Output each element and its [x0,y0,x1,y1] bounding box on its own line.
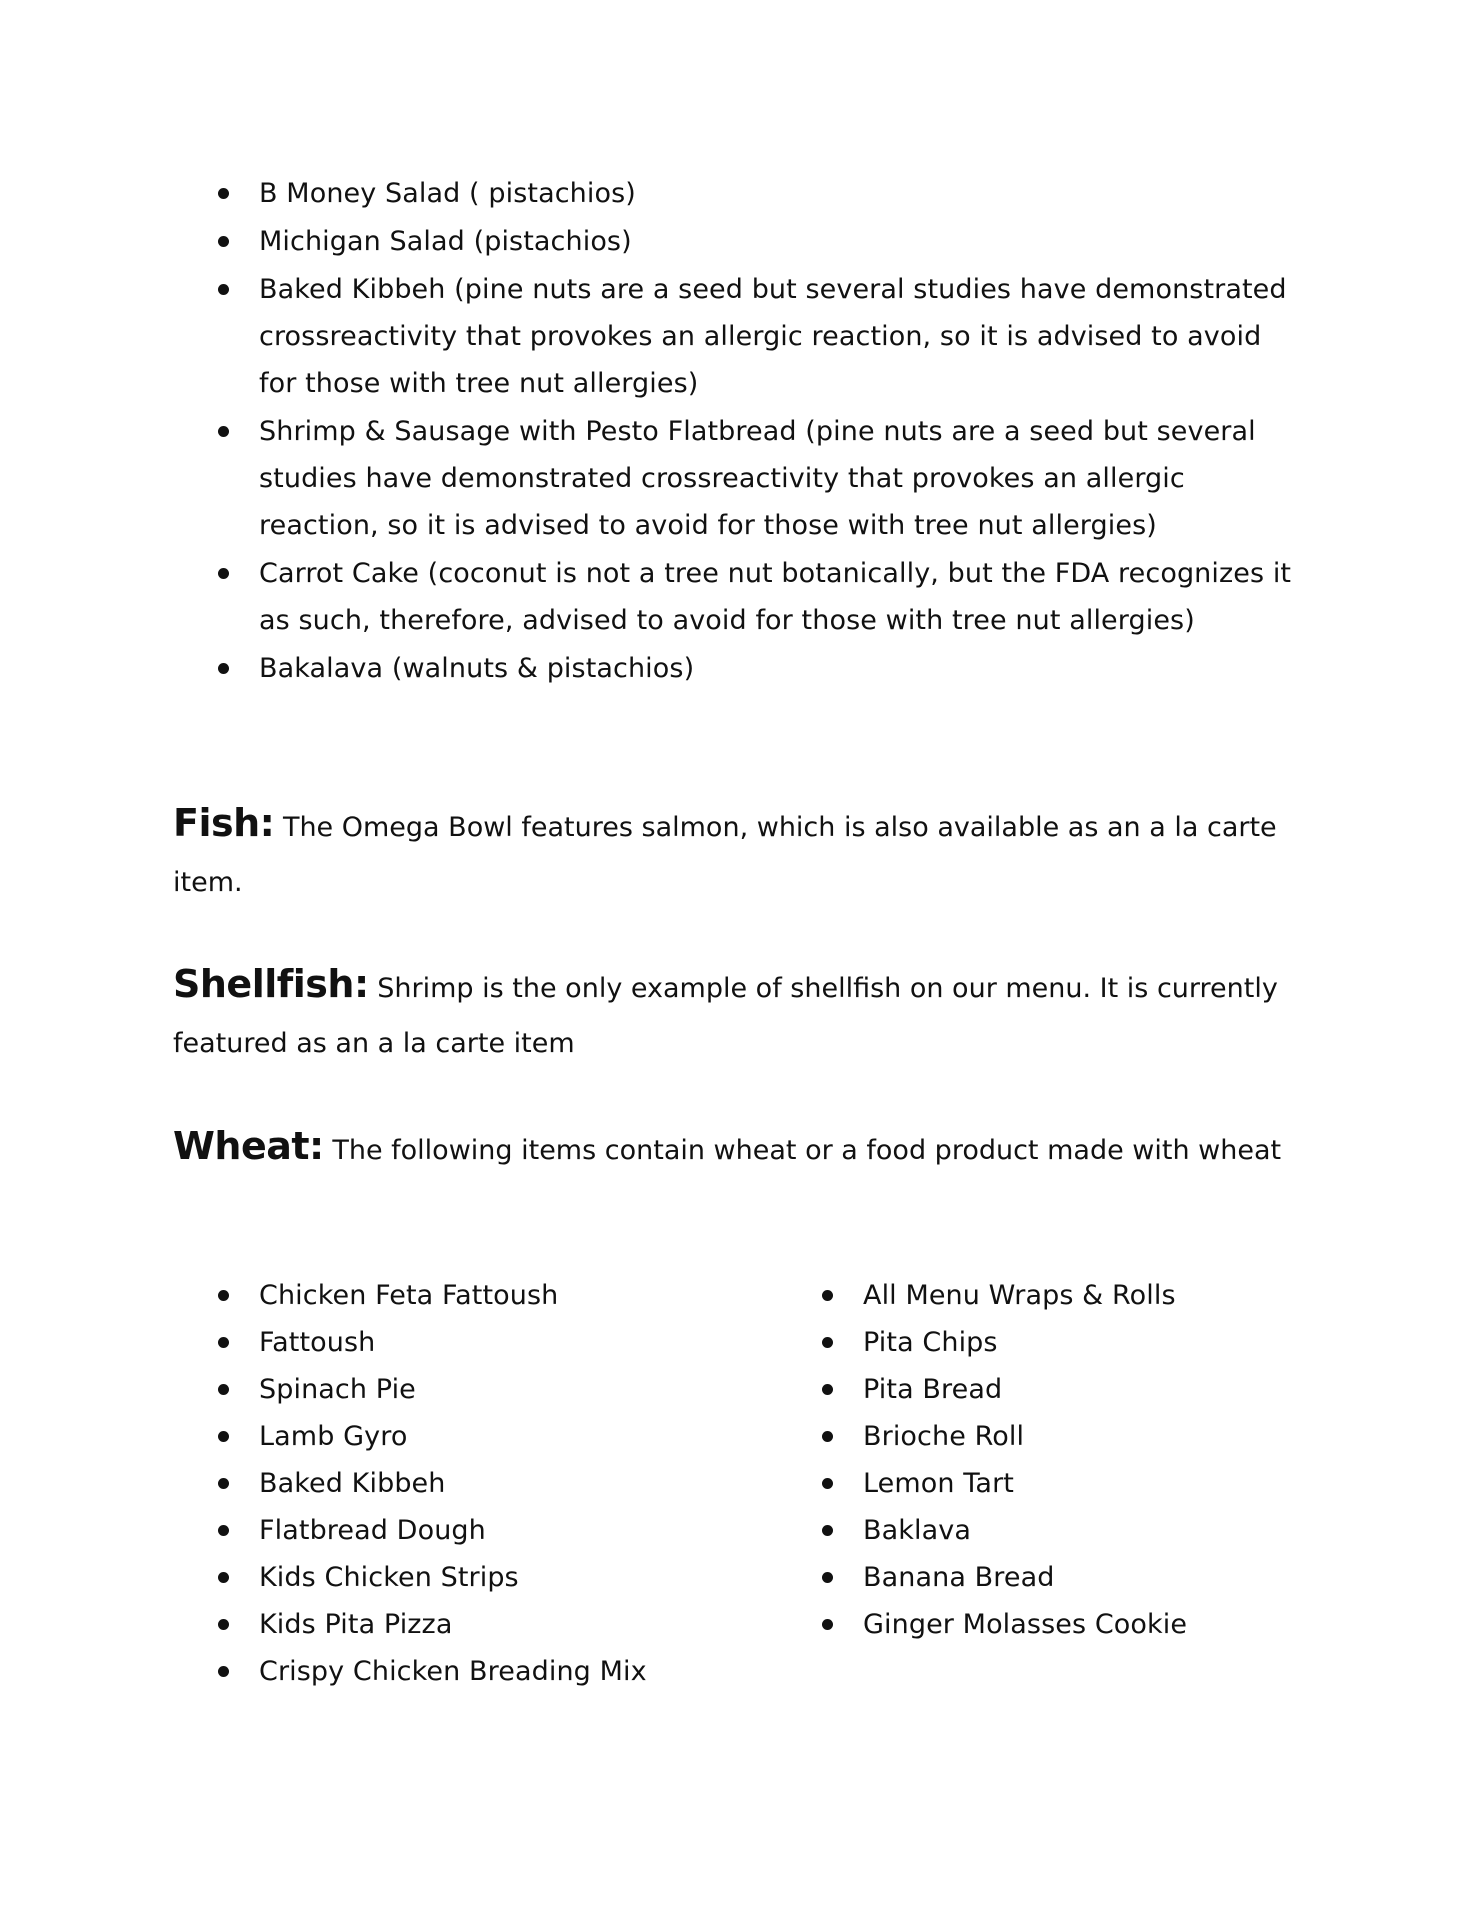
list-item: Kids Pita Pizza [173,1601,733,1648]
tree-nut-items-list [173,170,1303,693]
list-item: B Money Salad ( pistachios) [173,170,1303,217]
list-item: Lemon Tart [777,1460,1337,1507]
wheat-description: The following items contain wheat or a food product made with wheat [332,1135,1282,1166]
shellfish-heading: Shellfish: [173,962,369,1006]
list-item: Shrimp & Sausage with Pesto Flatbread (pine nuts are a seed but several studies have demonstrated crossreactivity that provokes an allergic reaction, so it is advised to avoid for those with tree nut allergies) [173,408,1303,549]
list-item: Michigan Salad (pistachios) [173,218,1303,265]
list-item: Chicken Feta Fattoush [173,1272,733,1319]
wheat-section [173,1119,1323,1178]
shellfish-section [173,957,1323,1071]
fish-heading: Fish: [173,801,275,845]
list-item: Crispy Chicken Breading Mix [173,1648,733,1695]
list-item: Lamb Gyro [173,1413,733,1460]
fish-section [173,796,1323,910]
list-item: Kids Chicken Strips [173,1554,733,1601]
wheat-heading: Wheat: [173,1124,324,1168]
list-item: Carrot Cake (coconut is not a tree nut botanically, but the FDA recognizes it as such, therefore, advised to avoid for those with tree nut allergies) [173,550,1303,644]
list-item: Spinach Pie [173,1366,733,1413]
list-item: Baked Kibbeh [173,1460,733,1507]
wheat-items-left-column [173,1272,733,1695]
list-item: All Menu Wraps & Rolls [777,1272,1337,1319]
list-item: Pita Bread [777,1366,1337,1413]
list-item: Baklava [777,1507,1337,1554]
list-item: Banana Bread [777,1554,1337,1601]
list-item: Bakalava (walnuts & pistachios) [173,645,1303,692]
fish-description: The Omega Bowl features salmon, which is also available as an a la carte item. [173,812,1277,898]
shellfish-description: Shrimp is the only example of shellfish on our menu. It is currently featured as an a la carte item [173,973,1278,1059]
list-item: Ginger Molasses Cookie [777,1601,1337,1648]
list-item: Brioche Roll [777,1413,1337,1460]
list-item: Pita Chips [777,1319,1337,1366]
list-item: Flatbread Dough [173,1507,733,1554]
wheat-items-right-column [777,1272,1337,1648]
list-item: Fattoush [173,1319,733,1366]
list-item: Baked Kibbeh (pine nuts are a seed but several studies have demonstrated crossreactivity that provokes an allergic reaction, so it is advised to avoid for those with tree nut allergies) [173,266,1303,407]
